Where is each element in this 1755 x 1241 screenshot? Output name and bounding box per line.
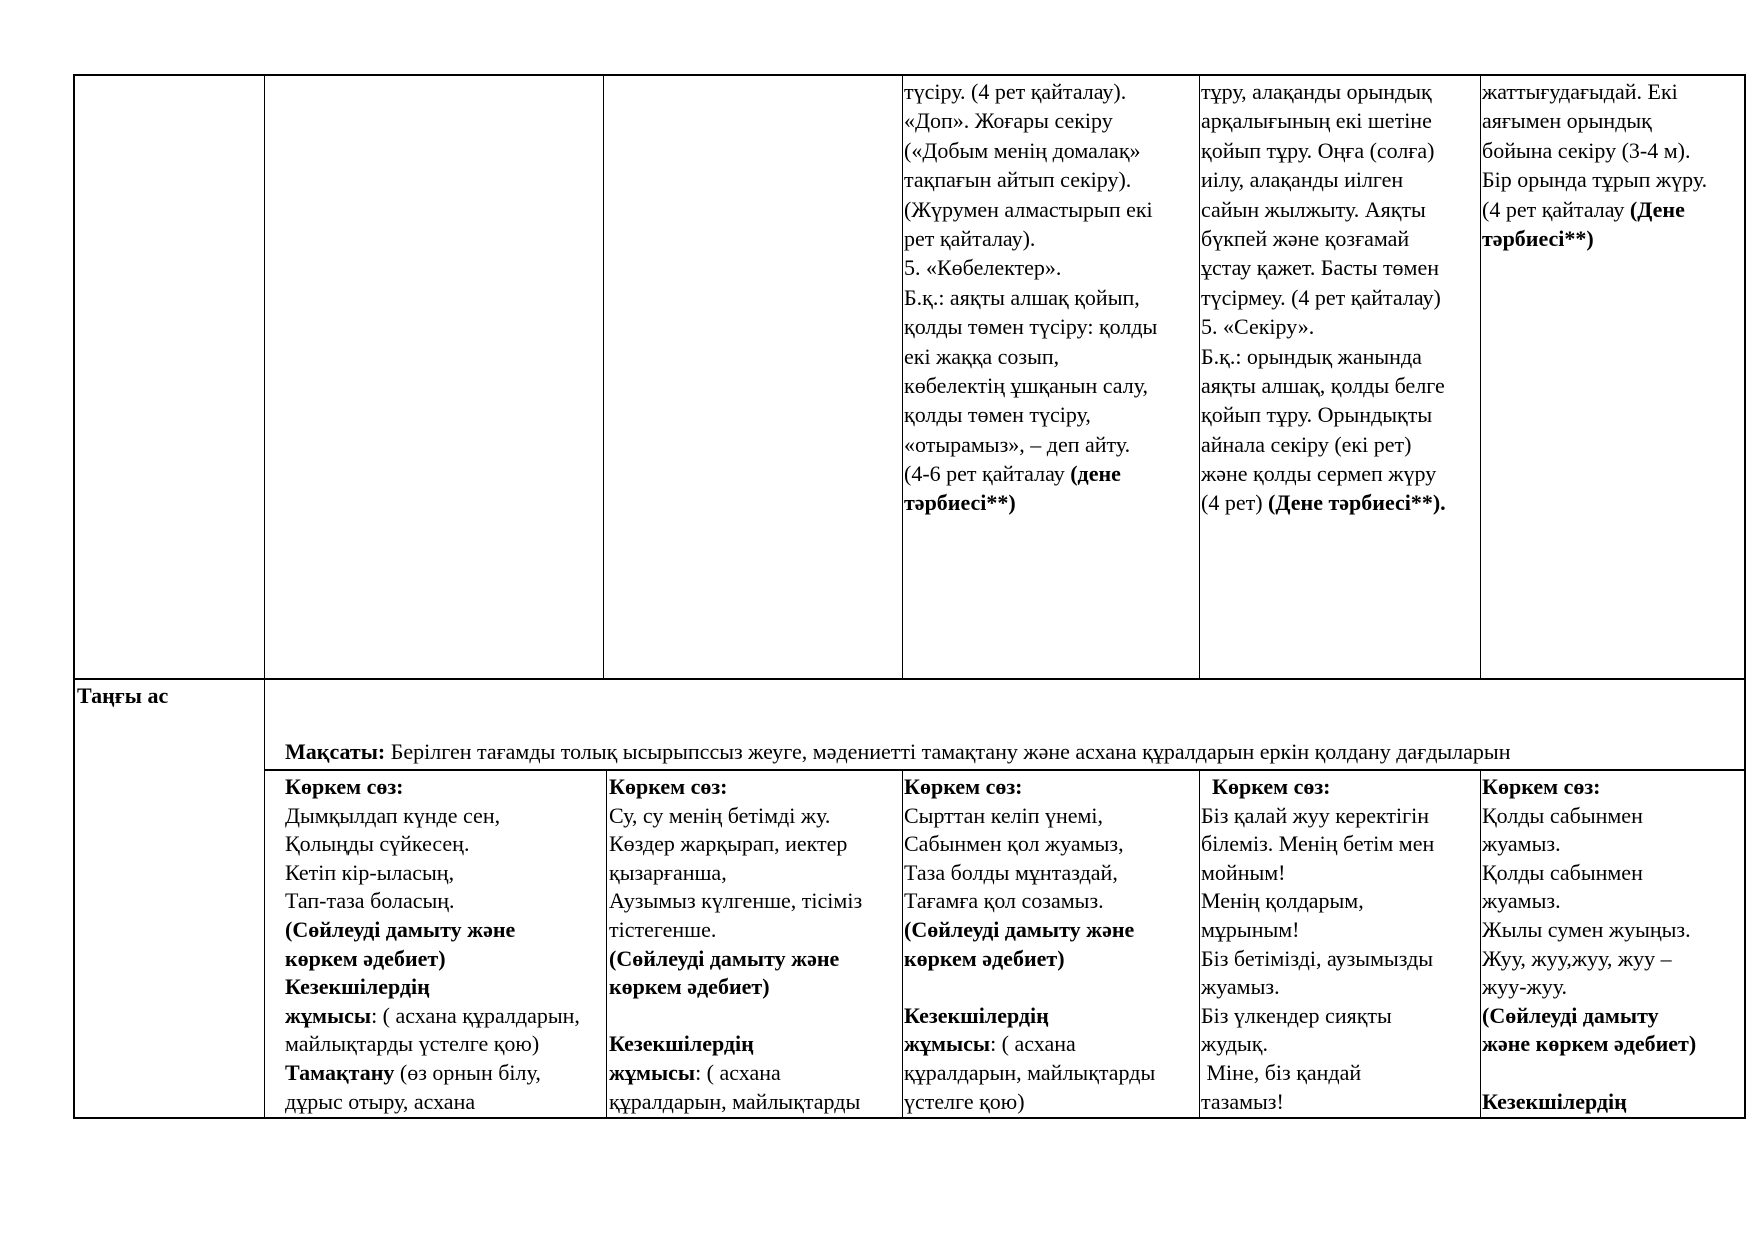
text: сайын жылжыту. Аяқты [1201, 196, 1426, 222]
text: тазамыз! [1201, 1088, 1284, 1114]
bold-text: көркем әдебиет) [285, 945, 446, 971]
text-line [285, 1087, 605, 1116]
text-line [285, 772, 605, 801]
text-line [1482, 886, 1742, 915]
text: (4 рет) [1201, 490, 1269, 516]
text: қолды төмен түсіру: қолды [904, 314, 1158, 340]
text: майлықтарды үстелге қою) [285, 1031, 540, 1057]
text-line [904, 342, 1197, 371]
text-line [285, 1001, 605, 1030]
text-line [285, 801, 605, 830]
text: аяғымен орындық [1482, 108, 1652, 134]
text: Жылы сумен жуыңыз. [1482, 916, 1691, 942]
bold-text: (Сөйлеуді дамыту [1482, 1002, 1659, 1028]
text-line [1482, 1058, 1742, 1087]
bold-text: (Сөйлеуді дамыту және [285, 916, 516, 942]
text-line [904, 77, 1197, 106]
text: бүкпей және қозғамай [1201, 225, 1410, 251]
text: тістегенше. [609, 916, 717, 942]
text: дұрыс отыру, асхана [285, 1088, 476, 1114]
text: құралдарын, майлықтарды [609, 1088, 861, 1114]
text-line [1201, 1058, 1479, 1087]
text: көбелектің ұшқанын салу, [904, 372, 1148, 398]
text-line [285, 858, 605, 887]
bold-text: Тамақтану [285, 1059, 395, 1085]
text: білеміз. Менің бетім мен [1201, 831, 1435, 857]
text-line [1201, 106, 1479, 135]
text: Таза болды мұнтаздай, [904, 859, 1118, 885]
text-line [904, 801, 1197, 830]
text: : ( асхана [695, 1059, 781, 1085]
text: Б.қ.: аяқты алшақ қойып, [904, 284, 1140, 310]
text: Дымқылдап күнде сен, [285, 802, 501, 828]
text-line [904, 195, 1197, 224]
text: ұстау қажет. Басты төмен [1201, 255, 1440, 281]
text-line [1201, 283, 1479, 312]
text-line [904, 430, 1197, 459]
text-line [904, 165, 1197, 194]
bold-text: (Сөйлеуді дамыту және [904, 916, 1135, 942]
text-line [904, 915, 1197, 944]
text: Қолыңды сүйкесең. [285, 831, 470, 857]
text: : ( асхана құралдарын, [371, 1002, 580, 1028]
table-right-border [1744, 74, 1746, 1119]
text-line [904, 283, 1197, 312]
breakfast-goal [285, 681, 1740, 769]
poem-cell-2 [285, 772, 605, 1117]
text-line [1201, 165, 1479, 194]
text-line [904, 772, 1197, 801]
text-line [1482, 77, 1742, 106]
text-line [904, 106, 1197, 135]
text-line [609, 858, 901, 887]
text: арқалығының екі шетіне [1201, 108, 1432, 134]
text: Қолды сабынмен [1482, 859, 1643, 885]
text-line [1482, 772, 1742, 801]
text-line [1201, 1001, 1479, 1030]
text: айнала секіру (екі рет) [1201, 431, 1412, 457]
text-line [285, 972, 605, 1001]
bold-text: (Сөйлеуді дамыту және [609, 945, 840, 971]
text: Сырттан келіп үнемі, [904, 802, 1104, 828]
column-divider [1480, 74, 1481, 678]
text-line [1201, 886, 1479, 915]
text-line [285, 886, 605, 915]
text: жаттығудағыдай. Екі [1482, 79, 1678, 104]
text: «Доп». Жоғары секіру [904, 108, 1113, 134]
text-line [1201, 136, 1479, 165]
text-line [285, 915, 605, 944]
text-line [1201, 224, 1479, 253]
text: жуамыз. [1482, 888, 1561, 914]
text: түсіру. (4 рет қайталау). [904, 79, 1127, 104]
text-line [609, 1029, 901, 1058]
text: аяқты алшақ, қолды белге [1201, 372, 1445, 398]
text-line [1482, 136, 1742, 165]
text: Б.қ.: орындық жанында [1201, 343, 1422, 369]
text-line [285, 829, 605, 858]
text-line [609, 972, 901, 1001]
text-line [1482, 972, 1742, 1001]
text: «отырамыз», – деп айту. [904, 431, 1131, 457]
text-line [1201, 253, 1479, 282]
column-divider [1199, 74, 1200, 678]
text: жуу-жуу. [1482, 974, 1568, 1000]
text-line [609, 801, 901, 830]
text-line [904, 224, 1197, 253]
text: рет қайталау). [904, 225, 1036, 251]
text-line [1482, 165, 1742, 194]
column-divider [902, 770, 903, 1118]
text-line [1201, 342, 1479, 371]
text-line [1201, 77, 1479, 106]
text-line [1482, 801, 1742, 830]
text-line [1482, 858, 1742, 887]
text-line [1201, 829, 1479, 858]
text-line [609, 1001, 901, 1030]
text: жуамыз. [1482, 831, 1561, 857]
text-line [285, 1029, 605, 1058]
bold-text: (дене [1070, 461, 1121, 487]
bold-text: көркем әдебиет) [904, 945, 1065, 971]
text-line [1482, 1029, 1742, 1058]
text-line [1482, 944, 1742, 973]
bold-text: және көркем әдебиет) [1482, 1031, 1697, 1057]
text-line [904, 829, 1197, 858]
text: Тағамға қол созамыз. [904, 888, 1104, 914]
text-line [609, 772, 901, 801]
table-bottom-border [73, 1117, 1746, 1119]
text-line [1482, 106, 1742, 135]
bold-text: жұмысы [904, 1031, 991, 1057]
text: Кетіп кір-ыласың, [285, 859, 455, 885]
text: Су, су менің бетімді жу. [609, 802, 831, 828]
text: (Жүрумен алмастырып екі [904, 196, 1153, 222]
text-line [1201, 1029, 1479, 1058]
text-line [609, 944, 901, 973]
bold-text: Көркем сөз: [285, 774, 404, 799]
text-line [904, 312, 1197, 341]
bold-text: тәрбиесі**) [1482, 225, 1594, 251]
table-left-border [73, 74, 75, 1119]
bold-text: жұмысы [609, 1059, 696, 1085]
text: құралдарын, майлықтарды [904, 1059, 1156, 1085]
poem-cell-4 [904, 772, 1197, 1117]
text-line [1482, 829, 1742, 858]
text: 5. «Көбелектер». [904, 255, 1062, 281]
bold-text: Көркем сөз: [1482, 774, 1601, 799]
exercise-cell-5 [1201, 77, 1479, 677]
text-line [904, 1029, 1197, 1058]
text-line [904, 1087, 1197, 1116]
bold-text: Кезекшілердің [609, 1031, 754, 1057]
text: Жуу, жуу,жуу, жуу – [1482, 945, 1672, 971]
text-line [904, 944, 1197, 973]
text: Біз қалай жуу керектігін [1201, 802, 1430, 828]
poem-cell-6 [1482, 772, 1742, 1117]
row-divider [73, 678, 1746, 680]
text-line [1201, 312, 1479, 341]
bold-text: Көркем сөз: [904, 774, 1023, 799]
text-line [904, 136, 1197, 165]
text-line [904, 858, 1197, 887]
text: екі жаққа созып, [904, 343, 1060, 369]
bold-text: Кезекшілердің [1482, 1088, 1627, 1114]
text: тұру, алақанды орындық [1201, 79, 1432, 104]
column-divider [1480, 770, 1481, 1118]
text-line [904, 371, 1197, 400]
text-line [1201, 371, 1479, 400]
text-line [1482, 224, 1742, 253]
text-line [1482, 195, 1742, 224]
text: Аузымыз күлгенше, тісіміз [609, 888, 863, 914]
text: Қолды сабынмен [1482, 802, 1643, 828]
bold-text: Кезекшілердің [904, 1002, 1049, 1028]
text-line [904, 1058, 1197, 1087]
column-divider [603, 74, 604, 678]
text-line [1201, 430, 1479, 459]
text-line [285, 1058, 605, 1087]
text: мұрыным! [1201, 916, 1300, 942]
text: қойып тұру. Оңға (солға) [1201, 137, 1435, 163]
bold-text: жұмысы [285, 1002, 372, 1028]
text: қойып тұру. Орындықты [1201, 402, 1433, 428]
text: бойына секіру (3-4 м). [1482, 137, 1691, 163]
bold-text: тәрбиесі**) [904, 490, 1016, 516]
column-divider [1199, 770, 1200, 1118]
text: иілу, алақанды иілген [1201, 167, 1404, 193]
text-line [1482, 1001, 1742, 1030]
text-line [904, 459, 1197, 488]
text-line [1201, 772, 1479, 801]
table-top-border [73, 74, 1746, 76]
poem-cell-3 [609, 772, 901, 1117]
text: Бір орында тұрып жүру. [1482, 167, 1708, 193]
text-line [609, 1058, 901, 1087]
text: 5. «Секіру». [1201, 314, 1315, 340]
bold-text: Көркем сөз: [1201, 774, 1331, 799]
text-line [285, 944, 605, 973]
text-line [904, 1001, 1197, 1030]
breakfast-label: Таңғы ас [77, 683, 169, 708]
text: және қолды сермеп жүру [1201, 461, 1437, 487]
text: (өз орнын білу, [394, 1059, 541, 1085]
text-line [904, 886, 1197, 915]
bold-text: Кезекшілердің [285, 974, 430, 1000]
text-line [1201, 488, 1479, 517]
text-line [1201, 1087, 1479, 1116]
text-line [1201, 195, 1479, 224]
text-line [1482, 1087, 1742, 1116]
inner-row-divider [265, 769, 1746, 771]
text: қызарғанша, [609, 859, 727, 885]
text: мойным! [1201, 859, 1286, 885]
text-line [1201, 972, 1479, 1001]
text-line [609, 829, 901, 858]
text-line [609, 1087, 901, 1116]
text: (4 рет қайталау [1482, 196, 1630, 222]
text: («Добым менің домалақ» [904, 137, 1141, 163]
bold-text: Көркем сөз: [609, 774, 728, 799]
text-line [609, 886, 901, 915]
text: қолды төмен түсіру, [904, 402, 1091, 428]
text: Міне, біз қандай [1201, 1059, 1362, 1085]
text-line [609, 915, 901, 944]
text: түсірмеу. (4 рет қайталау) [1201, 284, 1441, 310]
text: Менің қолдарым, [1201, 888, 1364, 914]
text-line [1201, 400, 1479, 429]
text-line [904, 488, 1197, 517]
text: үстелге қою) [904, 1088, 1025, 1114]
column-divider [606, 770, 607, 1118]
column-divider [264, 74, 265, 1119]
text-line [1201, 944, 1479, 973]
text: Көздер жарқырап, иектер [609, 831, 848, 857]
text: тақпағын айтып секіру). [904, 167, 1132, 193]
text-line [904, 972, 1197, 1001]
bold-text: көркем әдебиет) [609, 974, 770, 1000]
text-line [1482, 915, 1742, 944]
text: (4-6 рет қайталау [904, 461, 1071, 487]
column-divider [902, 74, 903, 678]
text-line [1201, 801, 1479, 830]
text: Тап-таза боласың. [285, 888, 455, 914]
goal-label: Мақсаты: [285, 739, 386, 764]
text-line [1201, 915, 1479, 944]
exercise-cell-6 [1482, 77, 1742, 677]
text: Біз үлкендер сияқты [1201, 1002, 1392, 1028]
text-line [1201, 459, 1479, 488]
text: : ( асхана [990, 1031, 1076, 1057]
text-line [904, 253, 1197, 282]
text-line [1201, 858, 1479, 887]
exercise-cell-4 [904, 77, 1197, 677]
poem-cell-5 [1201, 772, 1479, 1117]
bold-text: (Дене тәрбиесі**). [1268, 490, 1446, 516]
bold-text: (Дене [1629, 196, 1685, 222]
text-line [904, 400, 1197, 429]
text: Біз бетімізді, аузымызды [1201, 945, 1434, 971]
text: жуамыз. [1201, 974, 1280, 1000]
goal-text: Берілген тағамды толық ысырыпссыз жеуге, мәдениетті тамақтану және асхана құралдарын еркін қолдану дағдыларын [385, 739, 1511, 764]
text: Сабынмен қол жуамыз, [904, 831, 1124, 857]
text: жудық. [1201, 1031, 1268, 1057]
